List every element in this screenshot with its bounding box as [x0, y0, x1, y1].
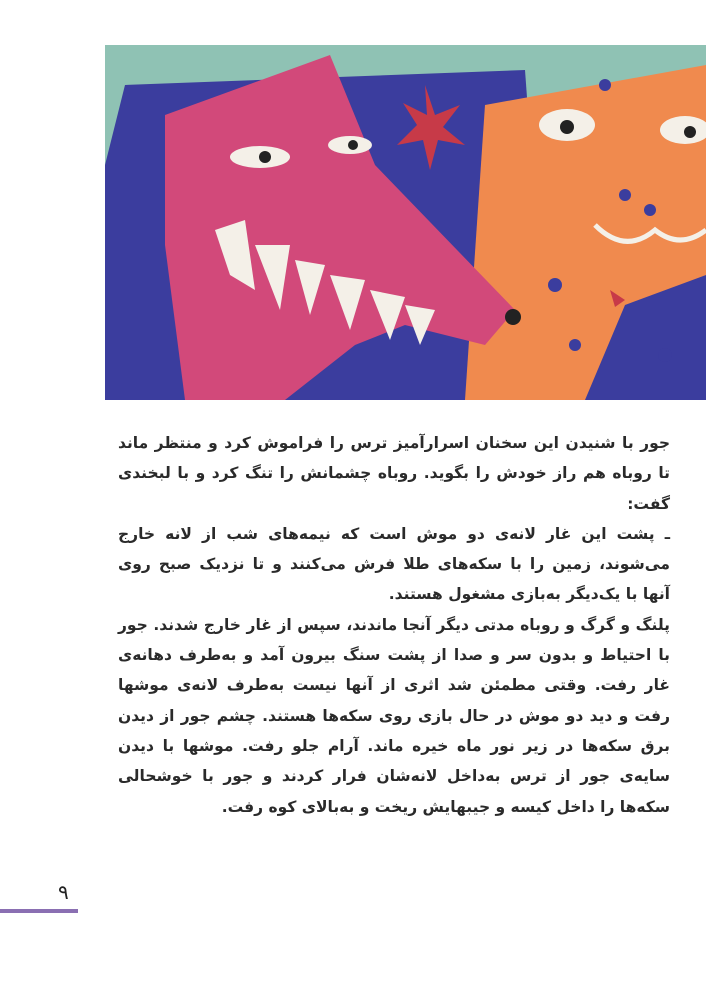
- story-paragraph-3: پلنگ و گرگ و روباه مدتی دیگر آنجا ماندند، سپس از غار خارج شدند. جور با احتیاط و بدون سر و صدا از پشت سنگ بیرون آمد و به‌طرف دهانه‌ی غار رفت. وقتی مطمئن شد اثری از آنها نیست به‌طرف لانه‌ی موشها رفت و دید دو موش در حال بازی روی سکه‌ها هستند. چشم جور از دیدن برق سکه‌ها در زیر نور ماه خیره ماند. آرام جلو رفت. موشها با دیدن سایه‌ی جور از ترس به‌داخل لانه‌شان فرار کردند و جور با خوشحالی سکه‌ها را داخل کیسه و جیبهایش ریخت و به‌بالای کوه رفت.: [118, 615, 670, 816]
- page-number-rule: [0, 909, 78, 913]
- story-paragraph-1: جور با شنیدن این سخنان اسرارآمیز ترس را فراموش کرد و منتظر ماند تا روباه هم راز خودش را بگوید. روباه چشمانش را تنگ کرد و با لبخندی گفت:: [118, 434, 670, 513]
- story-text: [118, 428, 670, 822]
- wolf-and-fox-painting: [105, 45, 706, 400]
- story-paragraph-2: ـ پشت این غار لانه‌ی دو موش است که نیمه‌های شب از لانه خارج می‌شوند، زمین را با سکه‌های طلا فرش می‌کنند و تا نزدیک صبح روی آنها با یک‌دیگر به‌بازی مشغول هستند.: [118, 524, 670, 604]
- story-illustration: [105, 45, 706, 400]
- page-number: ۹: [58, 880, 69, 904]
